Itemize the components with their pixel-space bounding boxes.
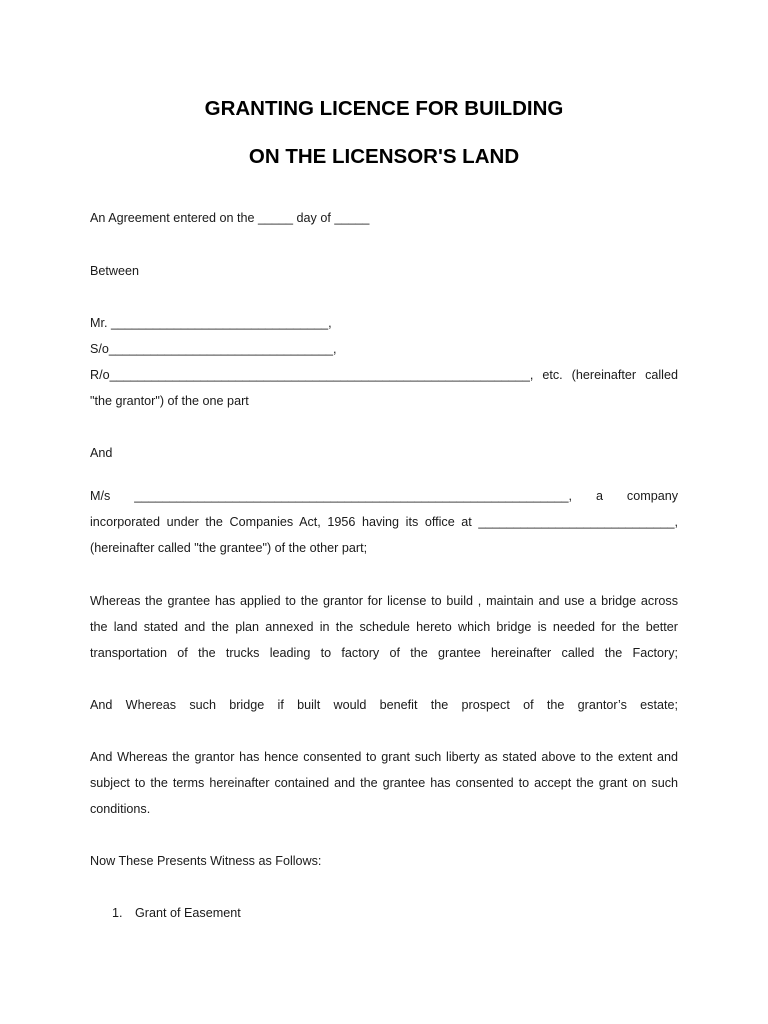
- whereas-1-line-3: transportation of the trucks leading to factory of the grantee hereinafter called the Factory;: [90, 646, 678, 660]
- whereas-3-line-1: And Whereas the grantor has hence consented to grant such liberty as stated above to the extent and: [90, 750, 678, 764]
- whereas-2-line-1: And Whereas such bridge if built would benefit the prospect of the grantor’s estate;: [90, 698, 678, 712]
- list-item-label: Grant of Easement: [135, 906, 241, 920]
- between-label: Between: [90, 264, 140, 278]
- grantor-line: "the grantor") of the one part: [90, 394, 249, 408]
- mr-line: Mr. _______________________________,: [90, 316, 332, 330]
- incorporated-line: incorporated under the Companies Act, 1956 having its office at ____________________________,: [90, 515, 678, 529]
- so-line: S/o________________________________,: [90, 342, 337, 356]
- ro-line: R/o____________________________________________________________, etc. (hereinafter called: [90, 368, 678, 382]
- grantee-line: (hereinafter called "the grantee") of the other part;: [90, 541, 368, 555]
- whereas-3-line-3: conditions.: [90, 802, 151, 816]
- whereas-1-line-1: Whereas the grantee has applied to the grantor for license to build , maintain and use a bridge across: [90, 594, 678, 608]
- whereas-3-line-2: subject to the terms hereinafter contained and the grantee has consented to accept the grant on such: [90, 776, 678, 790]
- witness-line: Now These Presents Witness as Follows:: [90, 854, 322, 868]
- and-label: And: [90, 446, 113, 460]
- agreement-line: An Agreement entered on the _____ day of _____: [90, 211, 370, 225]
- whereas-1-line-2: the land stated and the plan annexed in the schedule hereto which bridge is needed for the better: [90, 620, 678, 634]
- title-line-1: GRANTING LICENCE FOR BUILDING: [204, 97, 564, 120]
- list-item-grant-of-easement: [112, 905, 241, 921]
- list-number: 1.: [112, 906, 123, 920]
- title-line-2: ON THE LICENSOR'S LAND: [248, 145, 520, 168]
- ms-line: M/s ______________________________________________________________, a company: [90, 489, 678, 503]
